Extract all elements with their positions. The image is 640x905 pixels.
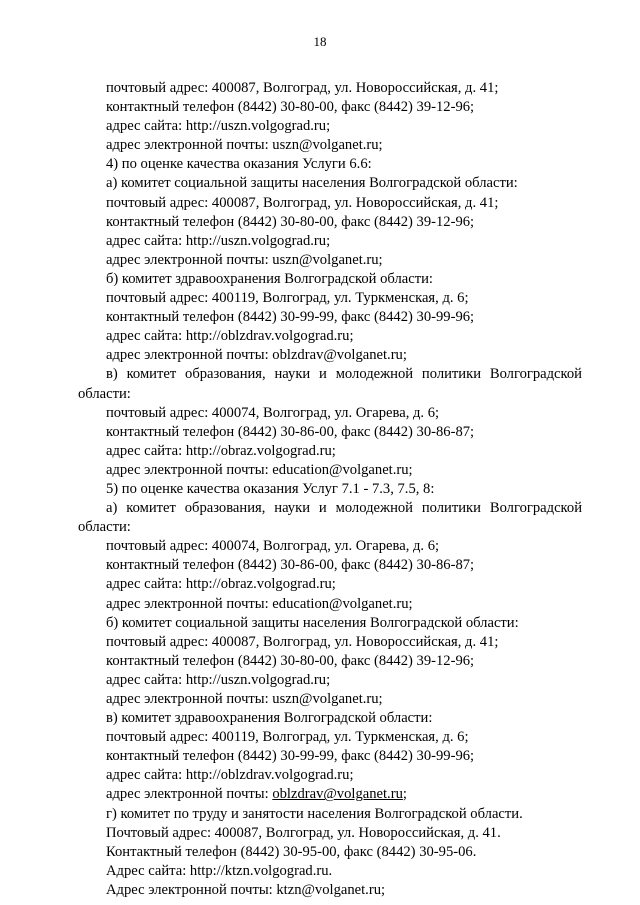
text-line: адрес сайта: http://obraz.volgograd.ru; — [106, 576, 336, 593]
text-paragraph: а) комитет образования, науки и молодежной политики Волгоградской области: — [78, 500, 582, 536]
text-line: контактный телефон (8442) 30-99-99, факс (8442) 30-99-96; — [106, 309, 475, 326]
line-end-punctuation: ; — [402, 786, 407, 803]
text-line: а) комитет социальной защиты населения Волгоградской области: — [106, 175, 518, 192]
text-line: контактный телефон (8442) 30-80-00, факс (8442) 39-12-96; — [106, 99, 475, 116]
text-line: адрес электронной почты: uszn@volganet.ru; — [106, 137, 383, 154]
text-line: адрес электронной почты: education@volganet.ru; — [106, 461, 413, 478]
page-number: 18 — [313, 34, 327, 49]
text-line: 4) по оценке качества оказания Услуги 6.6: — [106, 156, 372, 173]
text-line: Контактный телефон (8442) 30-95-00, факс (8442) 30-95-06. — [106, 843, 477, 860]
text-line: Почтовый адрес: 400087, Волгоград, ул. Новороссийская, д. 41. — [106, 824, 501, 841]
text-line: почтовый адрес: 400087, Волгоград, ул. Новороссийская, д. 41; — [106, 633, 499, 650]
text-line: б) комитет социальной защиты населения Волгоградской области: — [106, 614, 519, 631]
text-line — [78, 785, 582, 804]
text-line: контактный телефон (8442) 30-80-00, факс (8442) 39-12-96; — [106, 652, 475, 669]
text-line: адрес сайта: http://oblzdrav.volgograd.ru; — [106, 328, 354, 345]
text-line: адрес сайта: http://uszn.volgograd.ru; — [106, 118, 331, 135]
text-line: адрес электронной почты: oblzdrav@volganet.ru; — [106, 347, 407, 364]
text-line: адрес сайта: http://oblzdrav.volgograd.ru; — [106, 767, 354, 784]
text-line: Адрес электронной почты: ktzn@volganet.ru; — [106, 881, 386, 898]
text-line: в) комитет здравоохранения Волгоградской области: — [106, 710, 433, 727]
text-line: адрес электронной почты: education@volganet.ru; — [106, 595, 413, 612]
text-line: контактный телефон (8442) 30-99-99, факс (8442) 30-99-96; — [106, 748, 475, 765]
text-line: адрес электронной почты: uszn@volganet.ru; — [106, 691, 383, 707]
text-line: почтовый адрес: 400087, Волгоград, ул. Новороссийская, д. 41; — [106, 80, 499, 96]
document-body — [78, 79, 582, 900]
email-link[interactable]: oblzdrav@volganet.ru — [272, 786, 403, 803]
text-line: контактный телефон (8442) 30-86-00, факс (8442) 30-86-87; — [106, 557, 475, 574]
text-paragraph: в) комитет образования, науки и молодежной политики Волгоградской области: — [78, 366, 582, 402]
text-line: б) комитет здравоохранения Волгоградской области: — [106, 270, 433, 287]
text-line: почтовый адрес: 400074, Волгоград, ул. Огарева, д. 6; — [106, 404, 440, 421]
text-line: контактный телефон (8442) 30-86-00, факс (8442) 30-86-87; — [106, 423, 475, 440]
text-line: почтовый адрес: 400119, Волгоград, ул. Туркменская, д. 6; — [106, 290, 469, 307]
text-line: почтовый адрес: 400119, Волгоград, ул. Туркменская, д. 6; — [106, 729, 469, 746]
text-line: адрес сайта: http://obraz.volgograd.ru; — [106, 442, 336, 459]
text-line: адрес электронной почты: uszn@volganet.ru; — [106, 251, 383, 268]
email-label: адрес электронной почты: — [106, 786, 273, 803]
text-line: почтовый адрес: 400087, Волгоград, ул. Новороссийская, д. 41; — [106, 194, 499, 211]
text-line: адрес сайта: http://uszn.volgograd.ru; — [106, 232, 331, 249]
text-line: контактный телефон (8442) 30-80-00, факс (8442) 39-12-96; — [106, 213, 475, 230]
text-line: Адрес сайта: http://ktzn.volgograd.ru. — [106, 862, 333, 879]
text-line: 5) по оценке качества оказания Услуг 7.1 - 7.3, 7.5, 8: — [106, 480, 435, 497]
text-line: г) комитет по труду и занятости населения Волгоградской области. — [106, 805, 523, 822]
text-line: почтовый адрес: 400074, Волгоград, ул. Огарева, д. 6; — [106, 538, 440, 555]
text-line: адрес сайта: http://uszn.volgograd.ru; — [106, 671, 331, 688]
